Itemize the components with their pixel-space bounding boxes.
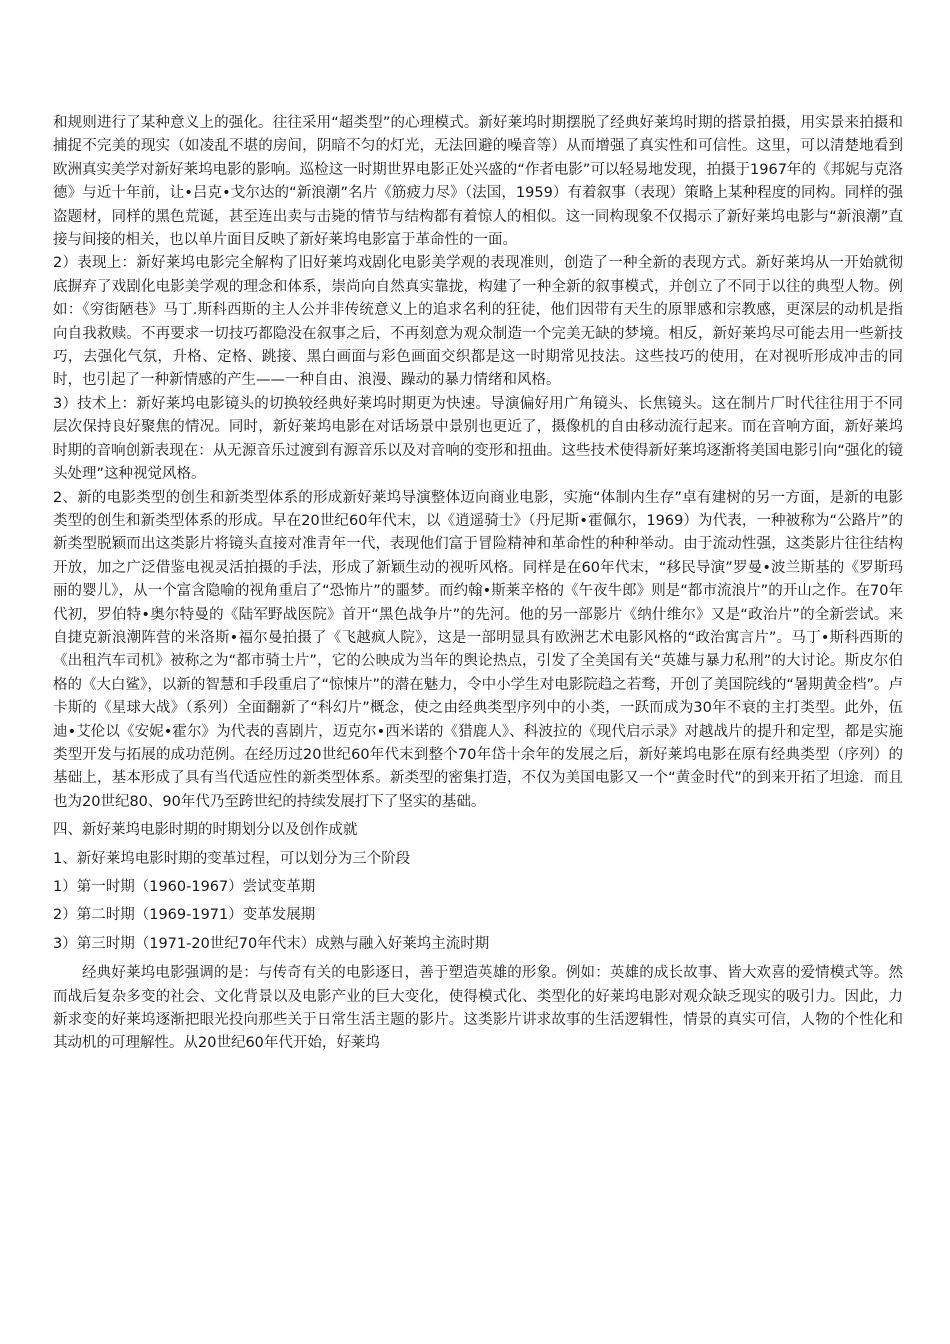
paragraph-expression: 2）表现上：新好莱坞电影完全解构了旧好莱坞戏剧化电影美学观的表现准则，创造了一种全新的表现方式。新好莱坞从一开始就彻底摒弃了戏剧化电影美学观的理念和体系，崇尚向自然真实靠拢，构建了一种全新的叙事模式，并创立了不同于以往的典型人物。例如：《穷街陋巷》马丁.斯科西斯的主人公并非传统意义上的追求名利的狂徒，他们因带有天生的原罪感和宗教感，更深层的动机是指向自我救赎。不再要求一切技巧都隐没在叙事之后，不再刻意为观众制造一个完美无缺的梦境。相反，新好莱坞尽可能去用一些新技巧，去强化气氛，升格、定格、跳接、黑白画面与彩色画面交织都是这一时期常见技法。这些技巧的使用，在对视听形成冲击的同时，也引起了一种新情感的产生——一种自由、浪漫、躁动的暴力情绪和风格。 — [53, 255, 903, 389]
list-item-period-3: 3）第三时期（1971-20世纪70年代末）成熟与融入好莱坞主流时期 — [53, 935, 490, 952]
paragraph-classic-hollywood: 经典好莱坞电影强调的是：与传奇有关的电影逐日，善于塑造英雄的形象。例如：英雄的成长故事、皆大欢喜的爱情模式等。然而战后复杂多变的社会、文化背景以及电影产业的巨大变化，使得模式化、类型化的好莱坞电影对观众缺乏现实的吸引力。因此，力新求变的好莱坞逐渐把眼光投向那些关于日常生活主题的影片。这类影片讲求故事的生活逻辑性，情景的真实可信，人物的个性化和其动机的可理解性。从20世纪60年代开始，好莱坞 — [53, 965, 903, 1052]
list-item-period-2: 2）第二时期（1969-1971）变革发展期 — [53, 907, 316, 924]
subsection-heading: 1、新好莱坞电影时期的变革过程，可以划分为三个阶段 — [53, 850, 411, 867]
paragraph-technique: 3）技术上：新好莱坞电影镜头的切换较经典好莱坞时期更为快速。导演偏好用广角镜头、长焦镜头。这在制片厂时代往往用于不同层次保持良好聚焦的情况。同时，新好莱坞电影在对话场景中景别也更近了，摄像机的自由移动流行起来。而在音响方面，新好莱坞时期的音响创新表现在：从无源音乐过渡到有源音乐以及对音响的变形和扭曲。这些技术使得新好莱坞逐渐将美国电影引向“强化的镜头处理”这种视觉风格。 — [53, 395, 903, 483]
paragraph-new-genres: 2、新的电影类型的创生和新类型体系的形成新好莱坞导演整体迈向商业电影，实施“体制内生存”卓有建树的另一方面，是新的电影类型的创生和新类型体系的形成。早在20世纪60年代末，以《逍遥骑士》（丹尼斯•霍佩尔，1969）为代表，一种被称为“公路片”的新类型脱颖而出这类影片将镜头直接对准青年一代，表现他们富于冒险精神和革命性的种种举动。由于流动性强，这类影片往往结构开放，加之广泛借鉴电视灵活拍摄的手法，形成了新颖生动的视听风格。同样是在60年代末，“移民导演”罗曼•波兰斯基的《罗斯玛丽的婴儿》，从一个富含隐喻的视角重启了“恐怖片”的噩梦。而约翰•斯莱辛格的《午夜牛郎》则是“都市流浪片”的开山之作。在70年代初，罗伯特•奥尔特曼的《陆军野战医院》首开“黑色战争片”的先河。他的另一部影片《纳什维尔》又是“政治片”的全新尝试。来自捷克新浪潮阵营的米洛斯•福尔曼拍摄了《飞越疯人院》，这是一部明显具有欧洲艺术电影风格的“政治寓言片”。马丁•斯科西斯的《出租汽车司机》被称之为“都市骑士片”，它的公映成为当年的舆论热点，引发了全美国有关“英雄与暴力私刑”的大讨论。斯皮尔伯格的《大白鲨》，以新的智慧和手段重启了“惊悚片”的潜在魅力，令中小学生对电影院趋之若骛，开创了美国院线的“暑期黄金档”。卢卡斯的《星球大战》（系列）全面翻新了“科幻片”概念，使之由经典类型序列中的小类，一跃而成为30年不衰的主打类型。此外，伍迪•艾伦以《安妮•霍尔》为代表的喜剧片，迈克尔•西米诺的《猎鹿人》、科波拉的《现代启示录》对越战片的提升和定型，都是实施类型开发与拓展的成功范例。在经历过20世纪60年代末到整个70年岱十余年的发展之后，新好莱坞电影在原有经典类型（序列）的基础上，基本形成了具有当代适应性的新类型体系。新类型的密集打造，不仅为美国电影又一个“黄金时代”的到来开拓了坦途．而且也为20世纪80、90年代乃至跨世纪的持续发展打下了坚实的基础。 — [53, 489, 903, 810]
list-item-period-1: 1）第一时期（1960-1967）尝试变革期 — [53, 879, 316, 895]
section-heading: 四、新好莱坞电影时期的时期划分以及创作成就 — [53, 822, 358, 839]
paragraph-realism: 和规则进行了某种意义上的强化。往往采用“超类型”的心理模式。新好莱坞时期摆脱了经典好莱坞时期的搭景拍摄，用实景来拍摄和捕捉不完美的现实（如凌乱不堪的房间，阴暗不匀的灯光，无法回避的噪音等）从而增强了真实性和可信性。这里，可以清楚地看到欧洲真实美学对新好莱坞电影的影响。巡检这一时期世界电影正处兴盛的“作者电影”可以轻易地发现，拍摄于1967年的《邦妮与克洛德》与近十年前，让•吕克•戈尔达的“新浪潮”名片《筋疲力尽》（法国，1959）有着叙事（表现）策略上某种程度的同构。同样的强盗题材，同样的黑色荒诞，甚至连出卖与击毙的情节与结构都有着惊人的相似。这一同构现象不仅揭示了新好莱坞电影与“新浪潮”直接与间接的相关，也以单片面目反映了新好莱坞电影富于革命性的一面。 — [53, 115, 903, 249]
document-body — [53, 112, 903, 1056]
